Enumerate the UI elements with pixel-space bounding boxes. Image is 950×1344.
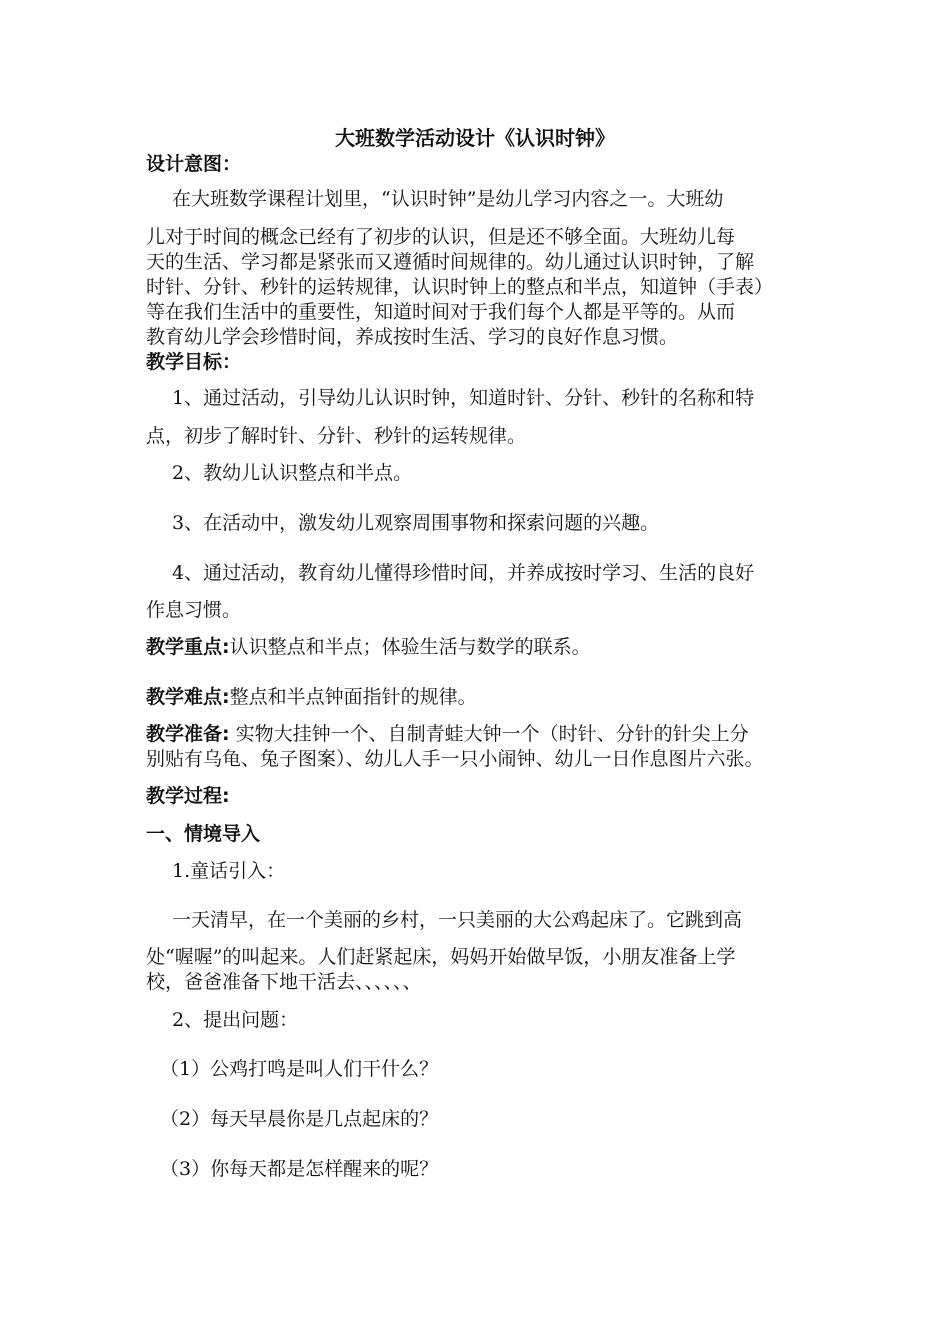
key-point-label: 教学重点: — [146, 636, 230, 658]
difficulty-line — [146, 685, 477, 709]
process-heading: 教学过程: — [146, 785, 230, 807]
question-3: （3）你每天都是怎样醒来的呢？ — [160, 1158, 439, 1180]
story-line-3: 校，爸爸准备下地干活去、、、、、、 — [146, 971, 422, 993]
key-point-text: 认识整点和半点；体验生活与数学的联系。 — [229, 636, 591, 658]
preparation-line-2: 别贴有乌龟、兔子图案）、幼儿人手一只小闹钟、幼儿一日作息图片六张。 — [146, 748, 764, 770]
step-2: 2、提出问题： — [172, 1009, 299, 1031]
goal-4-line-2: 作息习惯。 — [146, 599, 242, 621]
difficulty-label: 教学难点: — [146, 686, 230, 708]
document-title: 大班数学活动设计《认识时钟》 — [335, 126, 615, 150]
paragraph-line: 教育幼儿学会珍惜时间，养成按时生活、学习的良好作息习惯。 — [146, 326, 679, 348]
goal-2: 2、教幼儿认识整点和半点。 — [172, 462, 413, 484]
goal-3: 3、在活动中，激发幼儿观察周围事物和探索问题的兴趣。 — [172, 512, 660, 534]
paragraph-line: 等在我们生活中的重要性，知道时间对于我们每个人都是平等的。从而 — [146, 301, 736, 323]
paragraph-line: 儿对于时间的概念已经有了初步的认识，但是还不够全面。大班幼儿每 — [146, 226, 736, 248]
goals-heading: 教学目标： — [146, 351, 242, 373]
paragraph-line: 在大班数学课程计划里，“认识时钟”是幼儿学习内容之一。大班幼 — [172, 188, 724, 210]
preparation-text: 实物大挂钟一个、自制青蛙大钟一个（时针、分针的针尖上分 — [229, 723, 749, 745]
preparation-line-1 — [146, 722, 749, 746]
goal-4-line-1: 4、通过活动，教育幼儿懂得珍惜时间，并养成按时学习、生活的良好 — [172, 562, 755, 584]
question-1: （1）公鸡打鸣是叫人们干什么？ — [160, 1058, 439, 1080]
design-intent-heading: 设计意图： — [146, 153, 242, 175]
story-line-1: 一天清早，在一个美丽的乡村，一只美丽的大公鸡起床了。它跳到高 — [172, 909, 743, 931]
story-line-2: 处“喔喔”的叫起来。人们赶紧起床，妈妈开始做早饭，小朋友准备上学 — [146, 946, 736, 968]
paragraph-line: 天的生活、学习都是紧张而又遵循时间规律的。幼儿通过认识时钟，了解 — [146, 251, 755, 273]
goal-1-line-1: 1、通过活动，引导幼儿认识时钟，知道时针、分针、秒针的名称和特 — [172, 387, 755, 409]
goal-1-line-2: 点，初步了解时针、分针、秒针的运转规律。 — [146, 425, 527, 447]
preparation-label: 教学准备: — [146, 723, 230, 745]
key-point-line — [146, 635, 591, 659]
difficulty-text: 整点和半点钟面指针的规律。 — [229, 686, 477, 708]
paragraph-line: 时针、分针、秒针的运转规律，认识时钟上的整点和半点，知道钟（手表） — [146, 276, 774, 298]
step-1: 1.童话引入： — [172, 860, 286, 882]
section-1-heading: 一、情境导入 — [146, 823, 261, 845]
question-2: （2）每天早晨你是几点起床的？ — [160, 1108, 439, 1130]
